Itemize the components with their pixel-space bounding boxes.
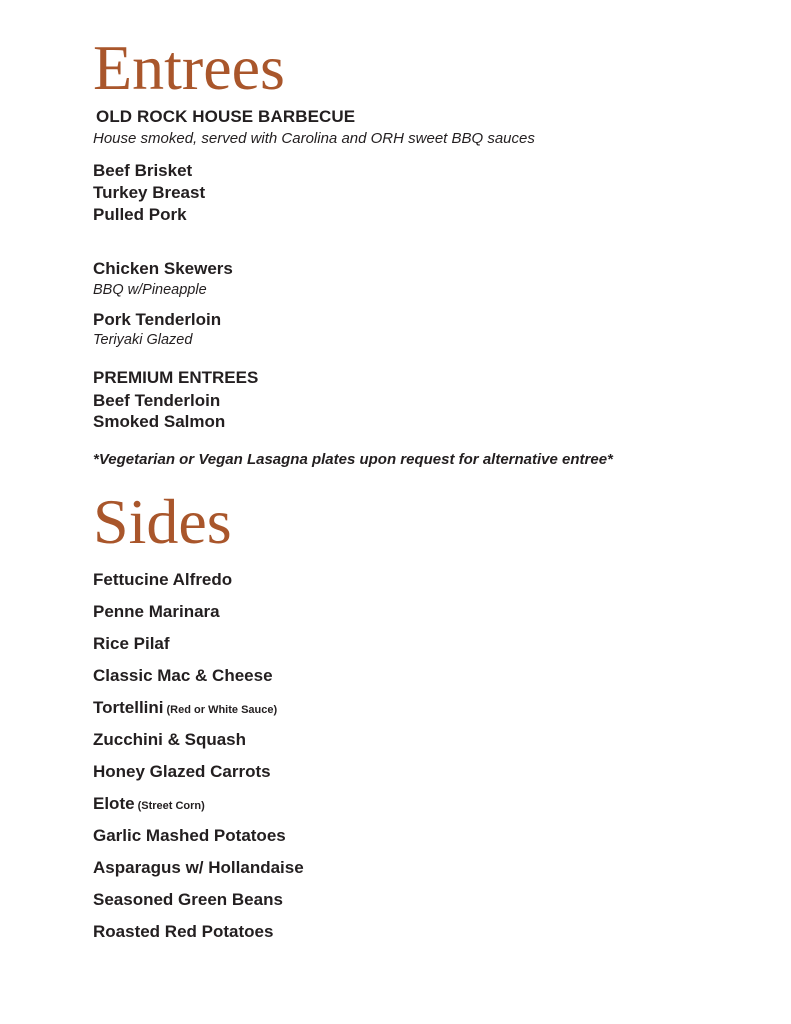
side-item-name: Classic Mac & Cheese: [93, 666, 273, 685]
sides-title: Sides: [93, 486, 232, 557]
side-item-name: Seasoned Green Beans: [93, 890, 283, 909]
entree-item-beef-tenderloin: Beef Tenderloin: [93, 391, 221, 410]
side-item-name: Fettucine Alfredo: [93, 570, 233, 589]
bbq-description: House smoked, served with Carolina and ORH sweet BBQ sauces: [93, 130, 535, 147]
side-item: [93, 569, 232, 591]
side-item-name: Honey Glazed Carrots: [93, 762, 271, 781]
entree-item-chicken-skewers: Chicken Skewers: [93, 259, 233, 278]
side-item: [93, 761, 271, 783]
side-item-name: Garlic Mashed Potatoes: [93, 826, 286, 845]
bbq-heading: OLD ROCK HOUSE BARBECUE: [96, 107, 356, 126]
entree-item-beef-brisket: Beef Brisket: [93, 161, 193, 180]
side-item: [93, 825, 286, 847]
entree-item-pulled-pork: Pulled Pork: [93, 205, 187, 224]
side-item-name: Elote: [93, 794, 135, 813]
side-item: [93, 921, 273, 943]
side-item-note: (Street Corn): [137, 800, 205, 812]
side-item: [93, 697, 277, 721]
vegetarian-note: *Vegetarian or Vegan Lasagna plates upon request for alternative entree*: [93, 451, 613, 468]
entree-item-turkey-breast: Turkey Breast: [93, 183, 206, 202]
side-item-name: Zucchini & Squash: [93, 730, 247, 749]
pork-tenderloin-note: Teriyaki Glazed: [93, 332, 193, 348]
side-item-name: Tortellini: [93, 698, 164, 717]
side-item-name: Penne Marinara: [93, 602, 220, 621]
side-item-note: (Red or White Sauce): [166, 704, 278, 716]
side-item: [93, 857, 304, 879]
entree-item-pork-tenderloin: Pork Tenderloin: [93, 310, 222, 329]
side-item-name: Roasted Red Potatoes: [93, 922, 274, 941]
side-item: [93, 601, 220, 623]
side-item-name: Rice Pilaf: [93, 634, 170, 653]
premium-entrees-heading: PREMIUM ENTREES: [93, 368, 259, 387]
side-item: [93, 793, 205, 817]
entree-item-smoked-salmon: Smoked Salmon: [93, 412, 226, 431]
chicken-skewers-note: BBQ w/Pineapple: [93, 282, 207, 298]
side-item: [93, 665, 273, 687]
side-item: [93, 889, 283, 911]
side-item: [93, 633, 170, 655]
entrees-title: Entrees: [93, 32, 285, 103]
side-item-name: Asparagus w/ Hollandaise: [93, 858, 304, 877]
side-item: [93, 729, 246, 751]
